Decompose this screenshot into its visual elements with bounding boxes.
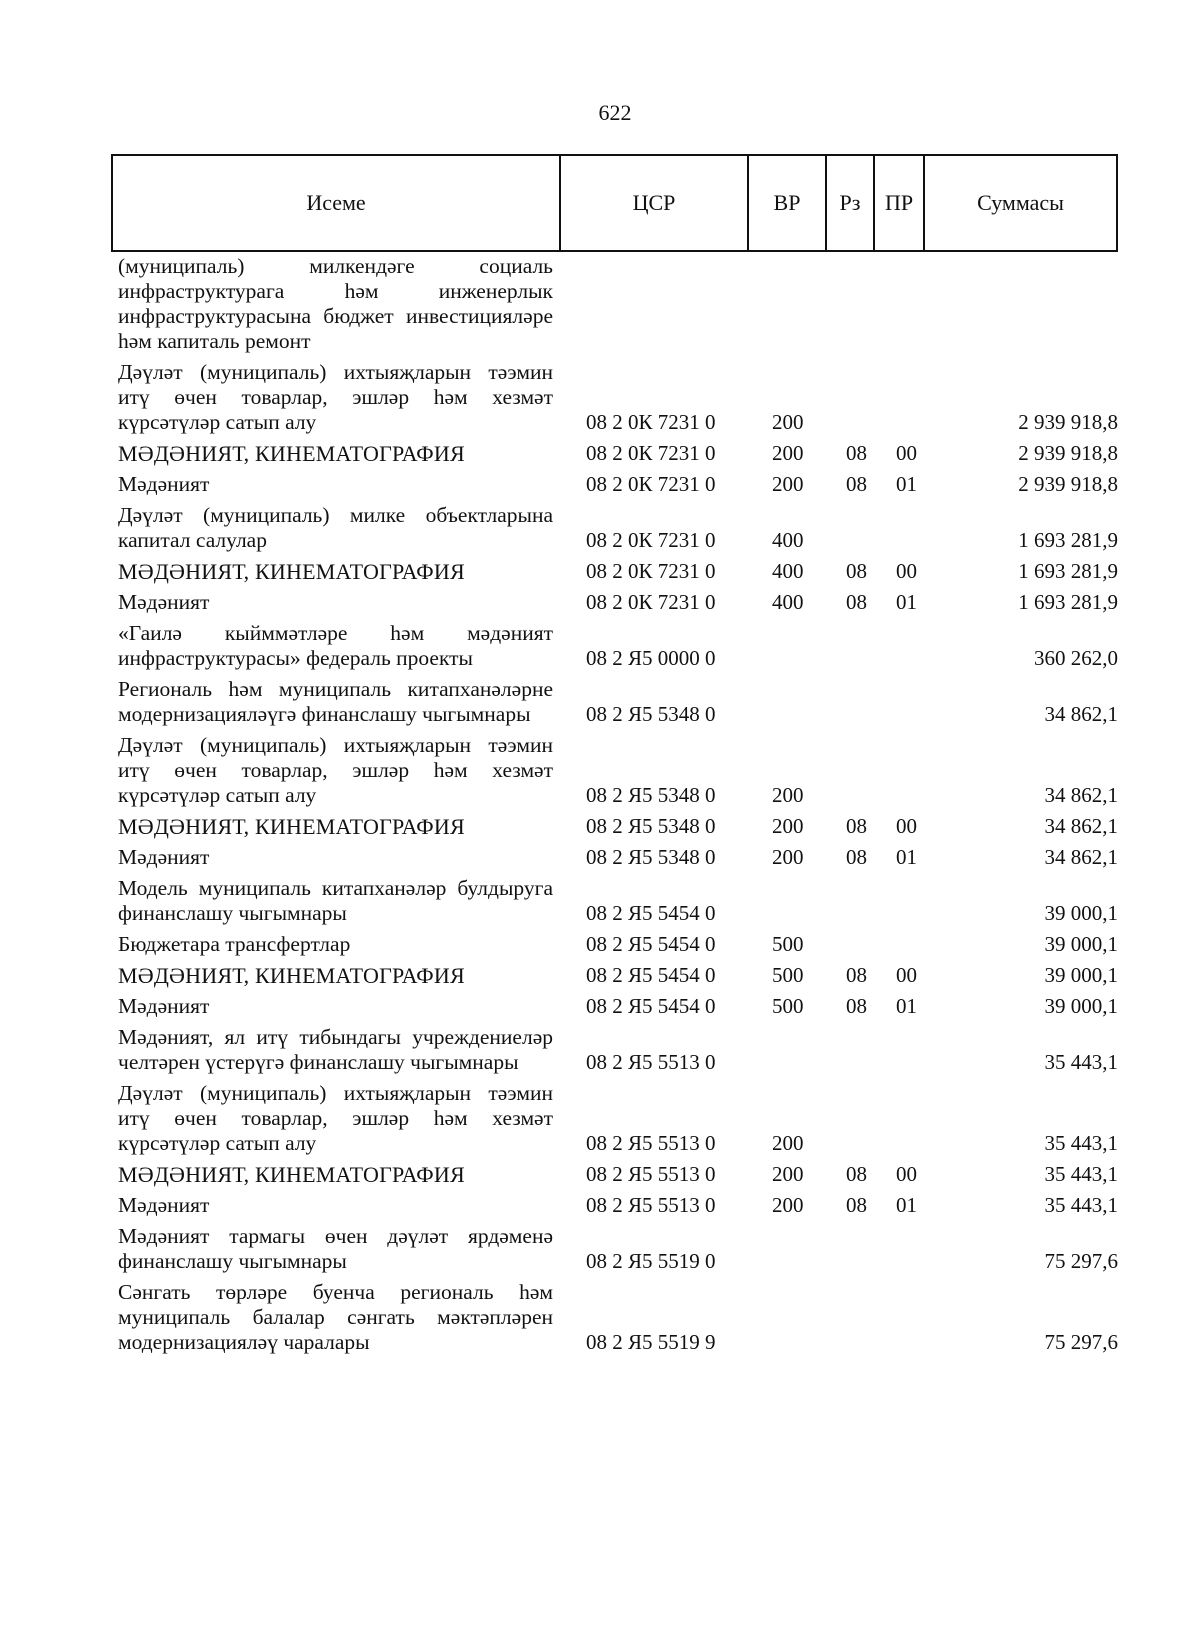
table-row	[118, 472, 1118, 503]
row-sum: 35 443,1	[1044, 1050, 1118, 1074]
row-csr: 08 2 Я5 5454 0	[586, 901, 716, 925]
row-sum: 34 862,1	[1044, 814, 1118, 838]
row-pr: 01	[896, 1193, 917, 1217]
header-sum: Суммасы	[924, 155, 1117, 251]
row-pr: 00	[896, 559, 917, 583]
row-csr: 08 2 Я5 5513 0	[586, 1162, 716, 1186]
row-name: МӘДӘНИЯТ, КИНЕМАТОГРАФИЯ	[118, 963, 465, 988]
row-sum: 2 939 918,8	[1018, 472, 1118, 496]
row-vr: 200	[772, 783, 804, 807]
table-row	[118, 503, 1118, 559]
table-row	[118, 441, 1118, 472]
row-csr: 08 2 0К 7231 0	[586, 410, 716, 434]
header-pr: ПР	[874, 155, 924, 251]
row-sum: 75 297,6	[1044, 1330, 1118, 1354]
table-row	[118, 677, 1118, 733]
table-row	[118, 733, 1118, 814]
row-sum: 39 000,1	[1044, 901, 1118, 925]
row-sum: 1 693 281,9	[1018, 559, 1118, 583]
row-name: Дәүләт (муниципаль) ихтыяҗларын тәэмин итү өчен товарлар, эшләр һәм хезмәт күрсәтүләр сатып алу	[118, 1081, 553, 1155]
page-number: 622	[598, 100, 632, 125]
row-name: Мәдәният	[118, 590, 210, 614]
table-row	[118, 360, 1118, 441]
row-name: «Гаилә кыйммәтләре һәм мәдәният инфраструктурасы» федераль проекты	[118, 621, 553, 670]
table-row	[118, 1081, 1118, 1162]
row-vr: 400	[772, 559, 804, 583]
row-vr: 400	[772, 590, 804, 614]
row-rz: 08	[846, 590, 867, 614]
row-vr: 500	[772, 932, 804, 956]
row-name: МӘДӘНИЯТ, КИНЕМАТОГРАФИЯ	[118, 441, 465, 466]
row-vr: 200	[772, 845, 804, 869]
row-vr: 500	[772, 963, 804, 987]
row-csr: 08 2 0К 7231 0	[586, 472, 716, 496]
row-sum: 39 000,1	[1044, 963, 1118, 987]
row-pr: 01	[896, 994, 917, 1018]
row-sum: 39 000,1	[1044, 932, 1118, 956]
row-vr: 500	[772, 994, 804, 1018]
row-name: Дәүләт (муниципаль) ихтыяҗларын тәэмин итү өчен товарлар, эшләр һәм хезмәт күрсәтүләр сатып алу	[118, 360, 553, 434]
row-rz: 08	[846, 994, 867, 1018]
row-rz: 08	[846, 472, 867, 496]
row-pr: 00	[896, 1162, 917, 1186]
table-body	[118, 254, 1118, 1361]
row-sum: 360 262,0	[1034, 646, 1118, 670]
row-csr: 08 2 Я5 5519 0	[586, 1249, 716, 1273]
table-row	[118, 814, 1118, 845]
row-name: Мәдәният, ял итү тибындагы учреждениеләр челтәрен үстерүгә финанслашу чыгымнары	[118, 1025, 553, 1074]
row-sum: 75 297,6	[1044, 1249, 1118, 1273]
row-csr: 08 2 Я5 0000 0	[586, 646, 716, 670]
header-rz: Рз	[826, 155, 874, 251]
row-rz: 08	[846, 559, 867, 583]
row-vr: 200	[772, 472, 804, 496]
row-vr: 200	[772, 410, 804, 434]
row-sum: 2 939 918,8	[1018, 410, 1118, 434]
row-name: Мәдәният	[118, 845, 210, 869]
row-csr: 08 2 Я5 5348 0	[586, 783, 716, 807]
row-name: Мәдәният	[118, 994, 210, 1018]
table-row	[118, 1193, 1118, 1224]
row-sum: 1 693 281,9	[1018, 590, 1118, 614]
row-vr: 200	[772, 1193, 804, 1217]
table-row	[118, 1224, 1118, 1280]
row-rz: 08	[846, 1193, 867, 1217]
row-name: Региональ һәм муниципаль китапханәләрне модернизацияләүгә финанслашу чыгымнары	[118, 677, 553, 726]
row-vr: 200	[772, 1131, 804, 1155]
table-row	[118, 621, 1118, 677]
row-vr: 200	[772, 441, 804, 465]
header-name: Исеме	[112, 155, 560, 251]
row-name: Бюджетара трансфертлар	[118, 932, 351, 956]
row-rz: 08	[846, 1162, 867, 1186]
table-row	[118, 559, 1118, 590]
row-sum: 34 862,1	[1044, 845, 1118, 869]
row-pr: 00	[896, 814, 917, 838]
row-pr: 01	[896, 845, 917, 869]
row-vr: 200	[772, 814, 804, 838]
row-name: МӘДӘНИЯТ, КИНЕМАТОГРАФИЯ	[118, 814, 465, 839]
row-name: МӘДӘНИЯТ, КИНЕМАТОГРАФИЯ	[118, 1162, 465, 1187]
row-name: (муниципаль) милкендәге социаль инфраструктурага һәм инженерлык инфраструктурасына бюджет инвестицияләре һәм капиталь ремонт	[118, 254, 553, 353]
row-sum: 34 862,1	[1044, 702, 1118, 726]
row-csr: 08 2 0К 7231 0	[586, 590, 716, 614]
header-csr: ЦСР	[560, 155, 748, 251]
row-name: Мәдәният тармагы өчен дәүләт ярдәменә финанслашу чыгымнары	[118, 1224, 553, 1273]
row-csr: 08 2 Я5 5348 0	[586, 814, 716, 838]
row-name: Мәдәният	[118, 1193, 210, 1217]
row-csr: 08 2 0К 7231 0	[586, 441, 716, 465]
row-sum: 39 000,1	[1044, 994, 1118, 1018]
row-csr: 08 2 Я5 5513 0	[586, 1050, 716, 1074]
table-row	[118, 590, 1118, 621]
row-csr: 08 2 Я5 5348 0	[586, 845, 716, 869]
row-csr: 08 2 Я5 5513 0	[586, 1193, 716, 1217]
row-vr: 200	[772, 1162, 804, 1186]
row-rz: 08	[846, 963, 867, 987]
row-vr: 400	[772, 528, 804, 552]
row-name: Сәнгать төрләре буенча региональ һәм муниципаль балалар сәнгать мәктәпләрен модернизацияләү чаралары	[118, 1280, 553, 1354]
row-name: Мәдәният	[118, 472, 210, 496]
row-csr: 08 2 0К 7231 0	[586, 559, 716, 583]
table-row	[118, 1280, 1118, 1361]
row-csr: 08 2 Я5 5454 0	[586, 932, 716, 956]
row-csr: 08 2 Я5 5348 0	[586, 702, 716, 726]
row-sum: 35 443,1	[1044, 1131, 1118, 1155]
table-row	[118, 1025, 1118, 1081]
row-name: Модель муниципаль китапханәләр булдыруга финанслашу чыгымнары	[118, 876, 553, 925]
header-vr: ВР	[748, 155, 826, 251]
row-csr: 08 2 Я5 5454 0	[586, 963, 716, 987]
row-pr: 00	[896, 963, 917, 987]
row-sum: 35 443,1	[1044, 1162, 1118, 1186]
row-sum: 2 939 918,8	[1018, 441, 1118, 465]
table-row	[118, 932, 1118, 963]
table-row	[118, 963, 1118, 994]
row-name: МӘДӘНИЯТ, КИНЕМАТОГРАФИЯ	[118, 559, 465, 584]
row-rz: 08	[846, 845, 867, 869]
table-row	[118, 254, 1118, 360]
table-header	[111, 154, 1118, 252]
row-rz: 08	[846, 814, 867, 838]
row-pr: 01	[896, 590, 917, 614]
table-row	[118, 876, 1118, 932]
row-rz: 08	[846, 441, 867, 465]
row-name: Дәүләт (муниципаль) милке объектларына капитал салулар	[118, 503, 553, 552]
row-pr: 00	[896, 441, 917, 465]
row-sum: 1 693 281,9	[1018, 528, 1118, 552]
row-pr: 01	[896, 472, 917, 496]
row-name: Дәүләт (муниципаль) ихтыяҗларын тәэмин итү өчен товарлар, эшләр һәм хезмәт күрсәтүләр сатып алу	[118, 733, 553, 807]
table-row	[118, 994, 1118, 1025]
row-csr: 08 2 Я5 5513 0	[586, 1131, 716, 1155]
row-csr: 08 2 0К 7231 0	[586, 528, 716, 552]
table-row	[118, 845, 1118, 876]
table-row	[118, 1162, 1118, 1193]
row-csr: 08 2 Я5 5519 9	[586, 1330, 716, 1354]
row-sum: 35 443,1	[1044, 1193, 1118, 1217]
row-csr: 08 2 Я5 5454 0	[586, 994, 716, 1018]
row-sum: 34 862,1	[1044, 783, 1118, 807]
